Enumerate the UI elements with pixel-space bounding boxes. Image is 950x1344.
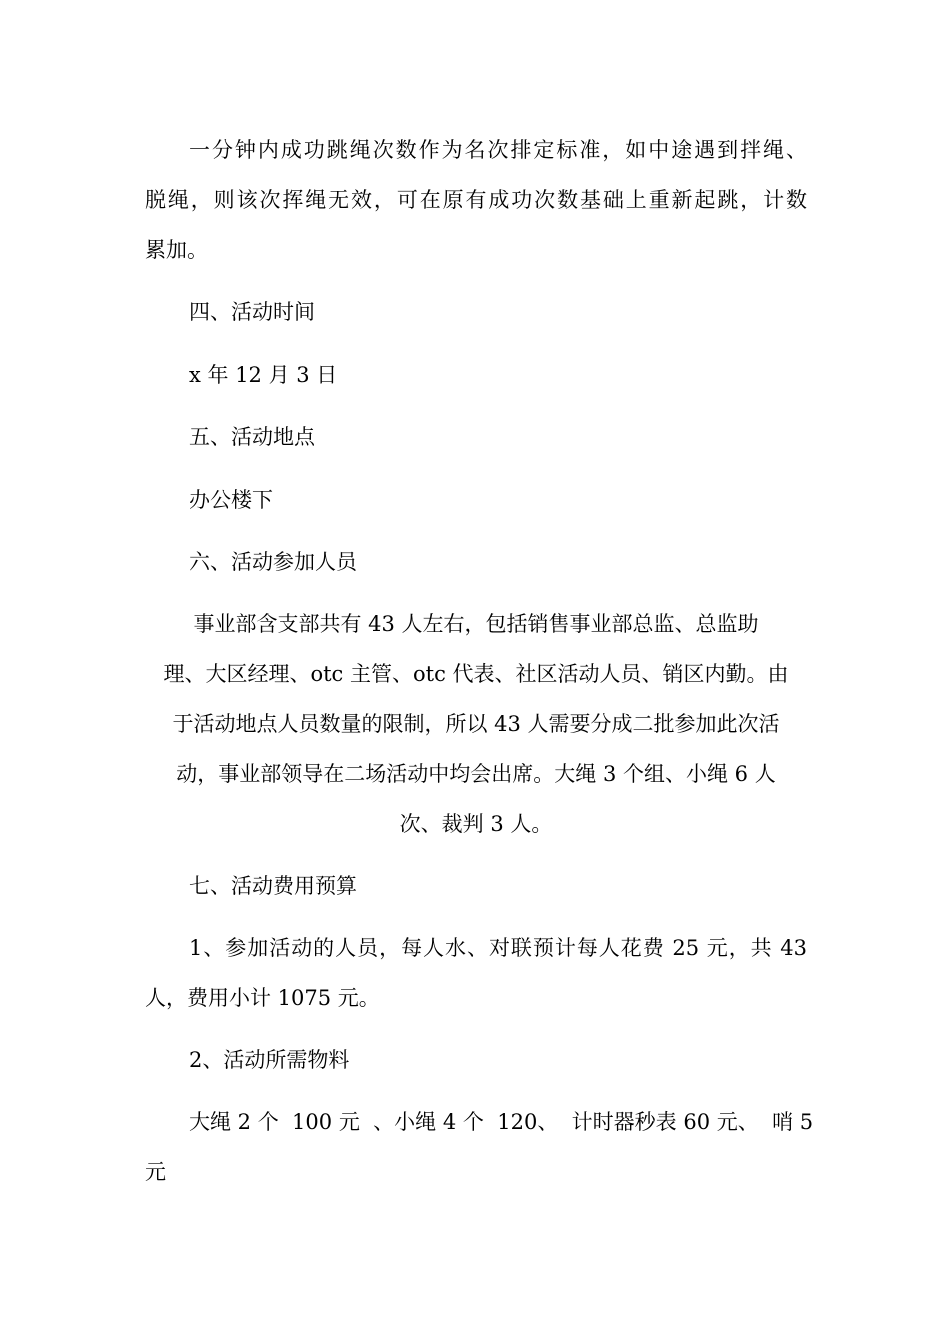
participants-line-5: 次、裁判 3 人。 [399, 812, 553, 836]
materials-line-1: 大绳 2 个 100 元 、小绳 4 个 120、 计时器秒表 60 元、 哨 5 [189, 1110, 814, 1134]
section-heading-budget: 七、活动费用预算 [189, 874, 357, 898]
activity-date: x 年 12 月 3 日 [189, 363, 338, 387]
participants-line-2: 理、大区经理、otc 主管、otc 代表、社区活动人员、销区内勤。由 [163, 662, 789, 686]
budget-item-1-line-2: 人，费用小计 1075 元。 [145, 986, 380, 1010]
participants-line-4: 动，事业部领导在二场活动中均会出席。大绳 3 个组、小绳 6 人 [176, 762, 776, 786]
budget-item-2-heading: 2、活动所需物料 [189, 1048, 350, 1072]
participants-line-1: 事业部含支部共有 43 人左右，包括销售事业部总监、总监助 [193, 612, 759, 636]
rule-paragraph-line-1: 一分钟内成功跳绳次数作为名次排定标准，如中途遇到拌绳、 [189, 138, 807, 162]
budget-item-1-line-1: 1、参加活动的人员，每人水、对联预计每人花费 25 元，共 43 [189, 936, 807, 960]
rule-paragraph-line-2: 脱绳，则该次挥绳无效，可在原有成功次数基础上重新起跳，计数 [145, 188, 807, 212]
section-heading-participants: 六、活动参加人员 [189, 550, 357, 574]
activity-location: 办公楼下 [189, 488, 273, 512]
materials-line-2: 元 [145, 1160, 166, 1184]
section-heading-location: 五、活动地点 [189, 425, 315, 449]
section-heading-time: 四、活动时间 [189, 300, 315, 324]
rule-paragraph-line-3: 累加。 [145, 238, 208, 262]
participants-line-3: 于活动地点人员数量的限制，所以 43 人需要分成二批参加此次活 [172, 712, 780, 736]
